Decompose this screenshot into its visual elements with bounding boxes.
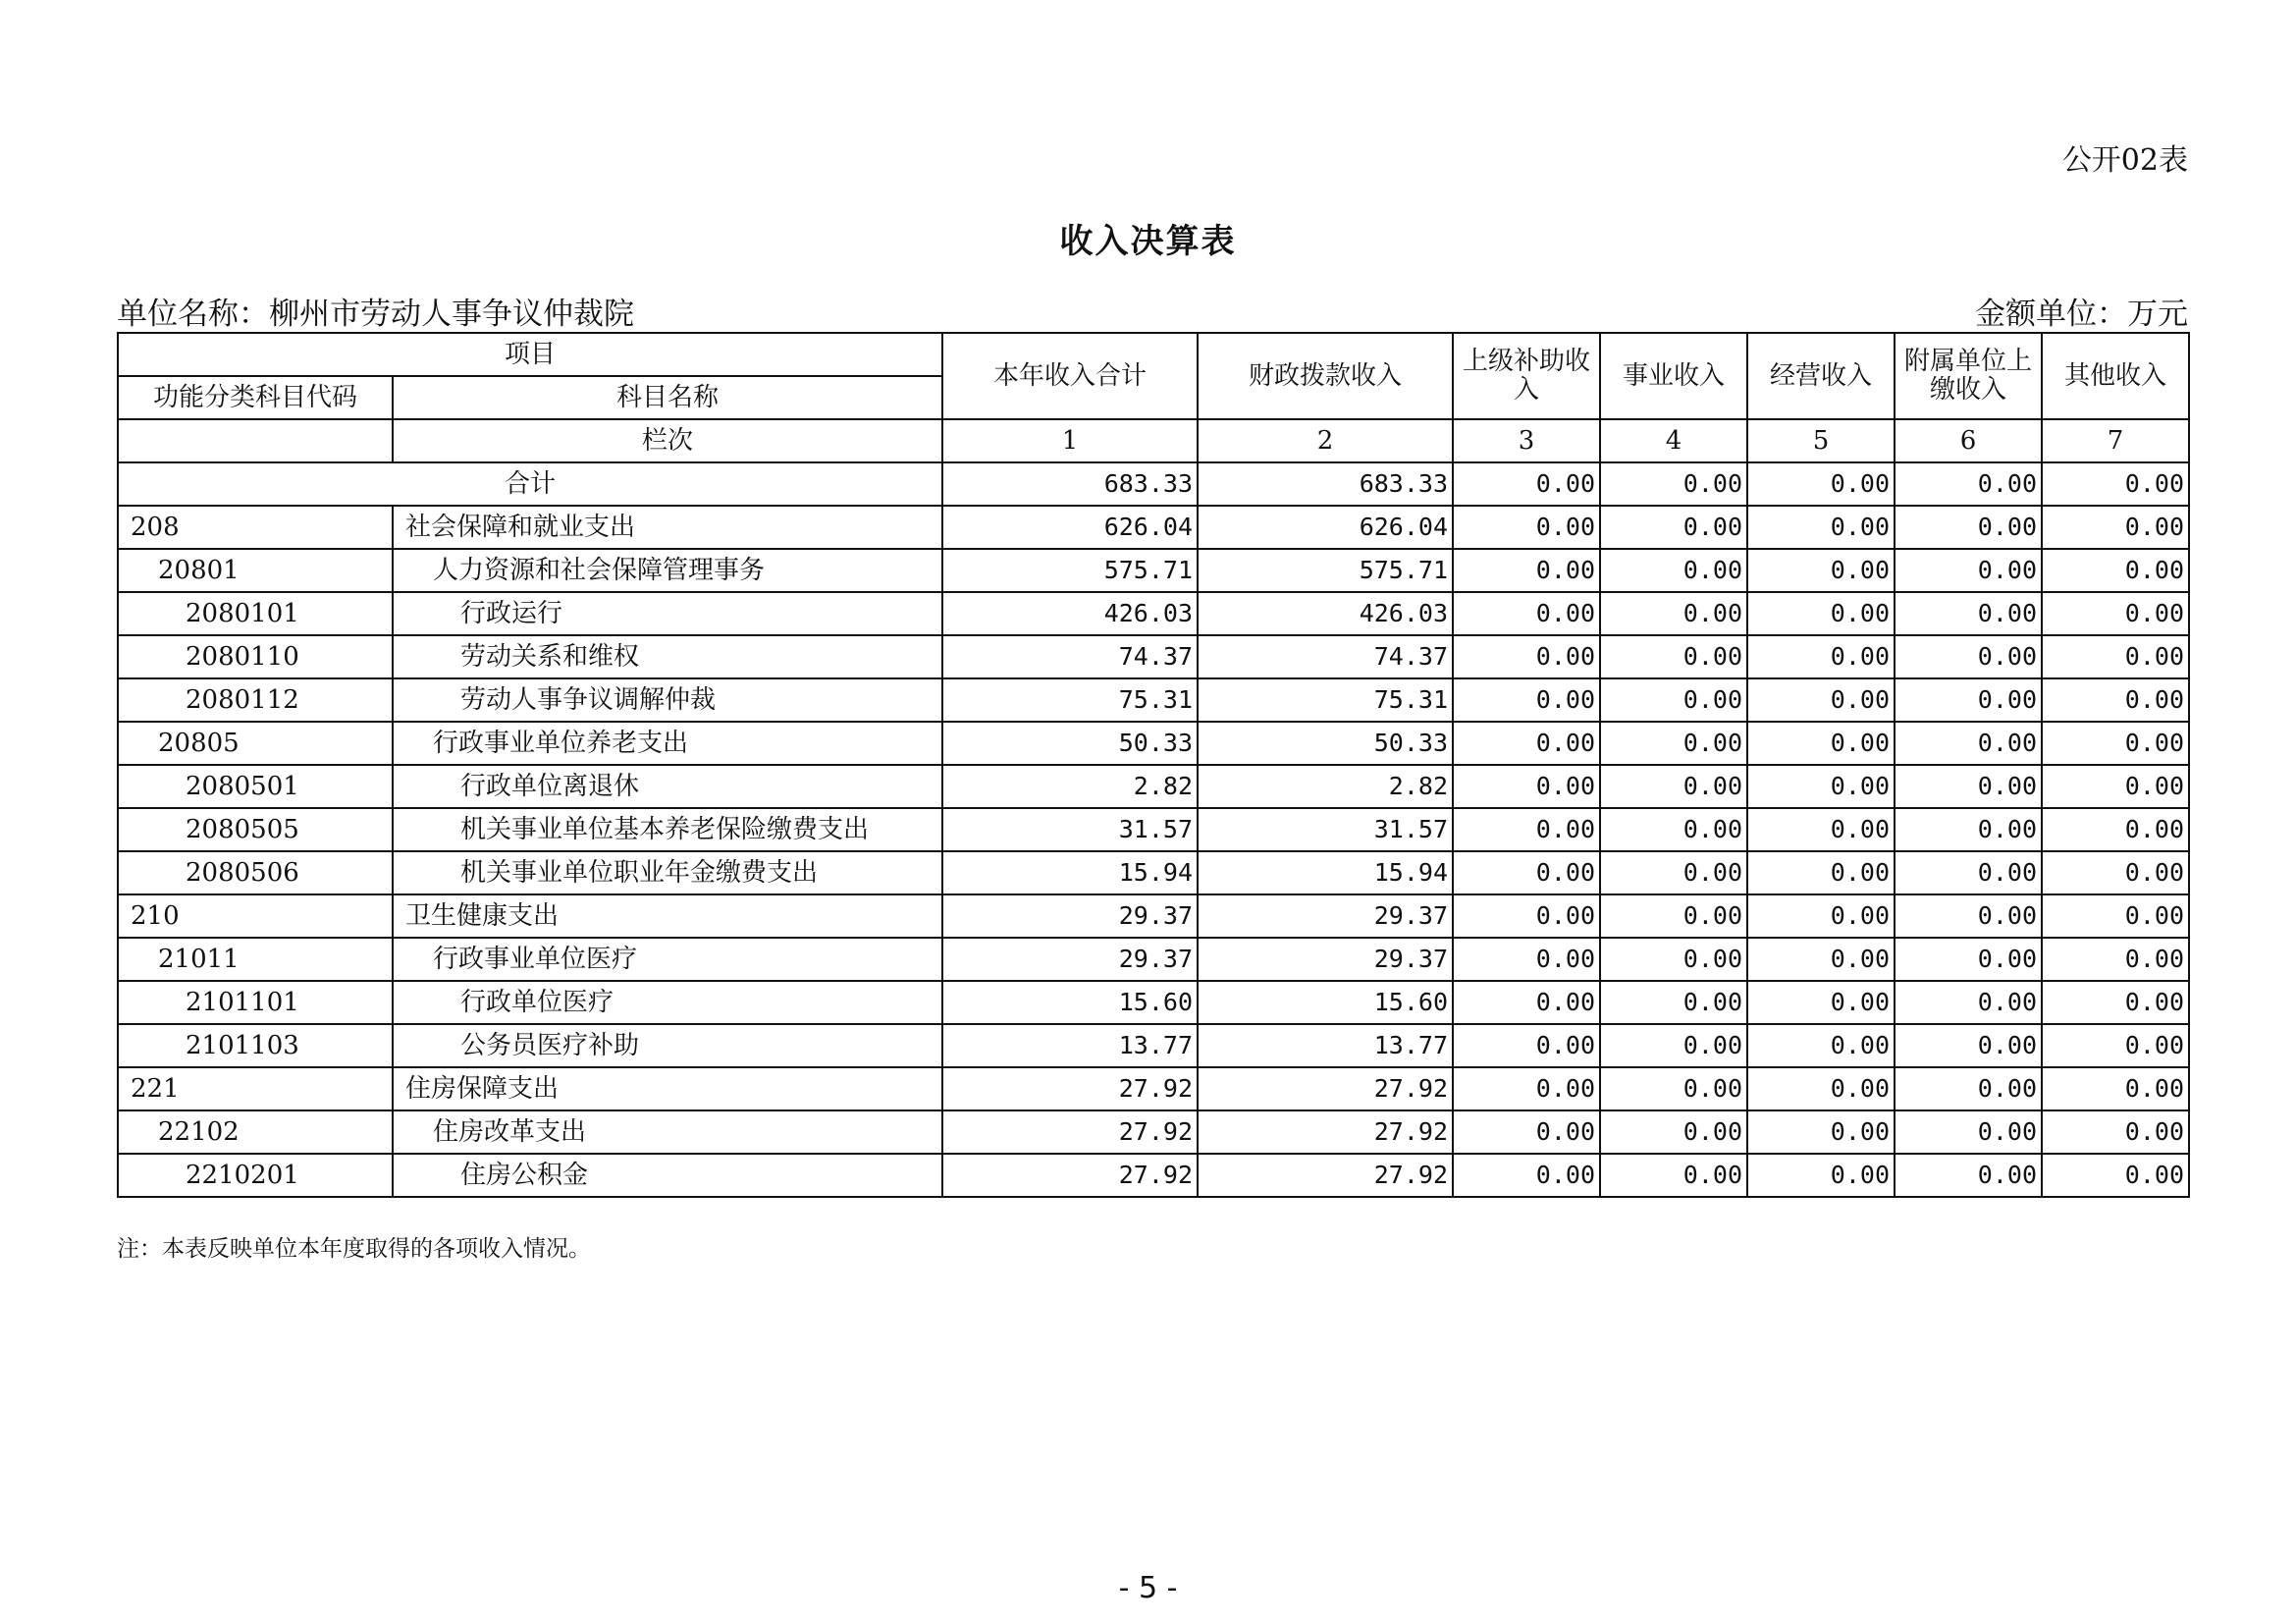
- row-code: 20805: [118, 722, 393, 765]
- row-value: 0.00: [1895, 678, 2042, 722]
- table-row: [118, 635, 2189, 678]
- row-name: 行政运行: [393, 592, 942, 635]
- index-1: 1: [942, 419, 1198, 462]
- table-row: [118, 506, 2189, 549]
- row-name: 劳动关系和维权: [393, 635, 942, 678]
- row-value: 0.00: [1895, 549, 2042, 592]
- row-value: 15.60: [1198, 981, 1453, 1024]
- total-label: 合计: [118, 462, 942, 506]
- row-value: 0.00: [1747, 894, 1895, 938]
- row-value: 0.00: [1747, 549, 1895, 592]
- row-value: 0.00: [1600, 1024, 1747, 1067]
- total-value: 0.00: [1453, 462, 1600, 506]
- row-value: 0.00: [2042, 592, 2189, 635]
- row-value: 0.00: [1600, 1110, 1747, 1154]
- row-code: 221: [118, 1067, 393, 1110]
- unit-info-row: [117, 289, 2188, 333]
- row-value: 27.92: [1198, 1110, 1453, 1154]
- row-value: 0.00: [1453, 981, 1600, 1024]
- table-row: [118, 851, 2189, 894]
- row-value: 13.77: [942, 1024, 1198, 1067]
- header-col2: 财政拨款收入: [1198, 333, 1453, 419]
- row-value: 0.00: [1895, 1154, 2042, 1197]
- row-value: 0.00: [1747, 981, 1895, 1024]
- row-value: 29.37: [1198, 894, 1453, 938]
- header-name: 科目名称: [393, 376, 942, 419]
- header-code: 功能分类科目代码: [118, 376, 393, 419]
- row-value: 0.00: [1895, 1067, 2042, 1110]
- row-name: 劳动人事争议调解仲裁: [393, 678, 942, 722]
- row-value: 0.00: [1600, 592, 1747, 635]
- row-value: 0.00: [2042, 1067, 2189, 1110]
- row-value: 0.00: [1895, 592, 2042, 635]
- row-value: 27.92: [1198, 1154, 1453, 1197]
- row-value: 0.00: [2042, 894, 2189, 938]
- row-code: 2101101: [118, 981, 393, 1024]
- header-row-1: [118, 333, 2189, 376]
- row-value: 0.00: [1453, 894, 1600, 938]
- row-value: 27.92: [1198, 1067, 1453, 1110]
- row-value: 0.00: [1747, 851, 1895, 894]
- row-value: 0.00: [1895, 981, 2042, 1024]
- index-blank: [118, 419, 393, 462]
- row-value: 13.77: [1198, 1024, 1453, 1067]
- table-row: [118, 1154, 2189, 1197]
- row-name: 行政事业单位医疗: [393, 938, 942, 981]
- row-value: 0.00: [1600, 938, 1747, 981]
- table-note: 注：本表反映单位本年度取得的各项收入情况。: [117, 1236, 591, 1262]
- row-value: 0.00: [1600, 851, 1747, 894]
- row-value: 0.00: [1600, 808, 1747, 851]
- row-value: 0.00: [1600, 894, 1747, 938]
- header-col1: 本年收入合计: [942, 333, 1198, 419]
- row-value: 426.03: [942, 592, 1198, 635]
- row-value: 0.00: [2042, 851, 2189, 894]
- row-value: 0.00: [2042, 635, 2189, 678]
- table-row: [118, 808, 2189, 851]
- row-code: 21011: [118, 938, 393, 981]
- row-code: 2210201: [118, 1154, 393, 1197]
- row-value: 575.71: [942, 549, 1198, 592]
- row-value: 0.00: [1453, 506, 1600, 549]
- row-value: 0.00: [1895, 851, 2042, 894]
- header-col7: 其他收入: [2042, 333, 2189, 419]
- row-value: 0.00: [1453, 1154, 1600, 1197]
- page-title: 收入决算表: [1059, 222, 1237, 261]
- total-value: 0.00: [1895, 462, 2042, 506]
- total-value: 0.00: [1747, 462, 1895, 506]
- row-value: 0.00: [1747, 938, 1895, 981]
- row-value: 27.92: [942, 1067, 1198, 1110]
- row-value: 0.00: [1895, 506, 2042, 549]
- table-row: [118, 1067, 2189, 1110]
- row-value: 0.00: [1453, 765, 1600, 808]
- table-row: [118, 549, 2189, 592]
- table-row: [118, 981, 2189, 1024]
- row-value: 0.00: [1895, 894, 2042, 938]
- row-code: 2080110: [118, 635, 393, 678]
- row-name: 行政事业单位养老支出: [393, 722, 942, 765]
- row-value: 0.00: [1600, 1067, 1747, 1110]
- row-value: 0.00: [1747, 1154, 1895, 1197]
- row-value: 0.00: [1600, 1154, 1747, 1197]
- row-value: 0.00: [2042, 506, 2189, 549]
- row-value: 626.04: [1198, 506, 1453, 549]
- row-value: 0.00: [1453, 549, 1600, 592]
- row-value: 0.00: [1600, 549, 1747, 592]
- row-value: 0.00: [1453, 938, 1600, 981]
- table-row: [118, 1024, 2189, 1067]
- page-number: - 5 -: [1118, 1571, 1178, 1605]
- table-row: [118, 894, 2189, 938]
- row-value: 0.00: [1747, 722, 1895, 765]
- row-code: 20801: [118, 549, 393, 592]
- row-value: 29.37: [942, 938, 1198, 981]
- row-value: 74.37: [942, 635, 1198, 678]
- row-value: 0.00: [1600, 765, 1747, 808]
- row-value: 0.00: [1600, 635, 1747, 678]
- row-name: 人力资源和社会保障管理事务: [393, 549, 942, 592]
- unit-name: 单位名称：柳州市劳动人事争议仲裁院: [117, 297, 634, 332]
- row-value: 27.92: [942, 1154, 1198, 1197]
- index-7: 7: [2042, 419, 2189, 462]
- row-name: 机关事业单位基本养老保险缴费支出: [393, 808, 942, 851]
- total-row: [118, 462, 2189, 506]
- row-value: 29.37: [1198, 938, 1453, 981]
- header-item: 项目: [118, 333, 942, 376]
- row-value: 0.00: [1747, 1067, 1895, 1110]
- row-value: 0.00: [1453, 1024, 1600, 1067]
- header-col4: 事业收入: [1600, 333, 1747, 419]
- table-row: [118, 938, 2189, 981]
- row-name: 公务员医疗补助: [393, 1024, 942, 1067]
- row-value: 575.71: [1198, 549, 1453, 592]
- row-value: 0.00: [1453, 678, 1600, 722]
- row-code: 2080112: [118, 678, 393, 722]
- row-value: 31.57: [1198, 808, 1453, 851]
- row-value: 0.00: [1747, 1024, 1895, 1067]
- row-value: 0.00: [1747, 635, 1895, 678]
- row-value: 0.00: [2042, 678, 2189, 722]
- row-value: 426.03: [1198, 592, 1453, 635]
- table-row: [118, 678, 2189, 722]
- row-value: 75.31: [1198, 678, 1453, 722]
- row-value: 0.00: [1453, 808, 1600, 851]
- row-value: 0.00: [2042, 722, 2189, 765]
- amount-unit: 金额单位：万元: [1975, 297, 2188, 332]
- row-value: 15.94: [1198, 851, 1453, 894]
- row-code: 208: [118, 506, 393, 549]
- total-value: 683.33: [1198, 462, 1453, 506]
- row-value: 0.00: [1747, 1110, 1895, 1154]
- row-name: 行政单位离退休: [393, 765, 942, 808]
- row-value: 0.00: [1453, 1067, 1600, 1110]
- row-code: 22102: [118, 1110, 393, 1154]
- index-label: 栏次: [393, 419, 942, 462]
- index-4: 4: [1600, 419, 1747, 462]
- row-value: 0.00: [2042, 1110, 2189, 1154]
- row-name: 社会保障和就业支出: [393, 506, 942, 549]
- row-value: 50.33: [942, 722, 1198, 765]
- form-number: 公开02表: [2061, 143, 2188, 178]
- row-value: 29.37: [942, 894, 1198, 938]
- index-row: [118, 419, 2189, 462]
- row-code: 2080506: [118, 851, 393, 894]
- row-value: 0.00: [1453, 722, 1600, 765]
- row-code: 2101103: [118, 1024, 393, 1067]
- row-value: 0.00: [2042, 938, 2189, 981]
- row-value: 27.92: [942, 1110, 1198, 1154]
- row-value: 626.04: [942, 506, 1198, 549]
- row-value: 0.00: [1895, 635, 2042, 678]
- total-value: 683.33: [942, 462, 1198, 506]
- row-value: 0.00: [1895, 1024, 2042, 1067]
- table-row: [118, 722, 2189, 765]
- index-5: 5: [1747, 419, 1895, 462]
- row-value: 2.82: [942, 765, 1198, 808]
- row-value: 0.00: [2042, 549, 2189, 592]
- row-value: 0.00: [1453, 1110, 1600, 1154]
- row-value: 50.33: [1198, 722, 1453, 765]
- header-col6: 附属单位上缴收入: [1895, 333, 2042, 419]
- header-col3: 上级补助收入: [1453, 333, 1600, 419]
- total-value: 0.00: [1600, 462, 1747, 506]
- row-value: 0.00: [2042, 1024, 2189, 1067]
- index-3: 3: [1453, 419, 1600, 462]
- row-value: 0.00: [1453, 851, 1600, 894]
- row-value: 0.00: [1895, 808, 2042, 851]
- table-row: [118, 765, 2189, 808]
- row-value: 0.00: [1600, 981, 1747, 1024]
- row-value: 0.00: [1747, 506, 1895, 549]
- row-value: 0.00: [1747, 765, 1895, 808]
- table-row: [118, 592, 2189, 635]
- row-value: 0.00: [1600, 506, 1747, 549]
- row-name: 住房公积金: [393, 1154, 942, 1197]
- row-value: 0.00: [1600, 678, 1747, 722]
- row-value: 0.00: [2042, 765, 2189, 808]
- row-value: 15.60: [942, 981, 1198, 1024]
- row-code: 2080501: [118, 765, 393, 808]
- row-value: 0.00: [2042, 808, 2189, 851]
- row-code: 2080505: [118, 808, 393, 851]
- row-value: 0.00: [1600, 722, 1747, 765]
- row-value: 15.94: [942, 851, 1198, 894]
- row-value: 2.82: [1198, 765, 1453, 808]
- total-value: 0.00: [2042, 462, 2189, 506]
- table-row: [118, 1110, 2189, 1154]
- row-name: 住房改革支出: [393, 1110, 942, 1154]
- row-value: 75.31: [942, 678, 1198, 722]
- row-code: 210: [118, 894, 393, 938]
- row-name: 行政单位医疗: [393, 981, 942, 1024]
- row-value: 0.00: [1747, 808, 1895, 851]
- row-value: 0.00: [1895, 765, 2042, 808]
- row-value: 0.00: [2042, 981, 2189, 1024]
- row-name: 卫生健康支出: [393, 894, 942, 938]
- row-value: 74.37: [1198, 635, 1453, 678]
- row-value: 0.00: [1453, 592, 1600, 635]
- row-name: 住房保障支出: [393, 1067, 942, 1110]
- row-name: 机关事业单位职业年金缴费支出: [393, 851, 942, 894]
- row-value: 0.00: [1895, 1110, 2042, 1154]
- header-col5: 经营收入: [1747, 333, 1895, 419]
- row-value: 0.00: [1895, 722, 2042, 765]
- row-value: 0.00: [2042, 1154, 2189, 1197]
- row-value: 0.00: [1747, 678, 1895, 722]
- row-value: 0.00: [1747, 592, 1895, 635]
- index-6: 6: [1895, 419, 2042, 462]
- row-value: 31.57: [942, 808, 1198, 851]
- row-value: 0.00: [1895, 938, 2042, 981]
- row-value: 0.00: [1453, 635, 1600, 678]
- row-code: 2080101: [118, 592, 393, 635]
- income-table: [117, 332, 2190, 1198]
- index-2: 2: [1198, 419, 1453, 462]
